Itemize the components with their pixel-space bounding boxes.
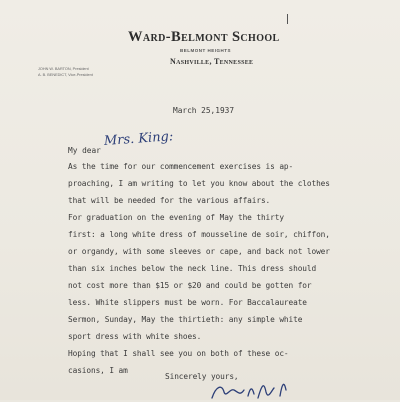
body-line: casions, I am (68, 366, 128, 375)
body-line: less. White slippers must be worn. For Baccalaureate (68, 298, 307, 307)
handwritten-addressee: Mrs. King: (103, 129, 174, 149)
body-line: or organdy, with some sleeves or cape, and back not lower (68, 247, 330, 256)
letterhead-city: Nashville, Tennessee (170, 57, 254, 66)
body-line: For graduation on the evening of May the thirty (68, 213, 284, 222)
body-line: sport dress with white shoes. (68, 332, 202, 341)
body-line: than six inches below the neck line. This dress should (68, 264, 317, 273)
body-line: not cost more than $15 or $20 and could be gotten for (68, 281, 312, 290)
body-line: that will be needed for the various affairs. (68, 196, 271, 205)
letterhead-school-name: Ward-Belmont School (128, 29, 280, 45)
officer-line: JOHN W. BARTON, President (38, 67, 89, 71)
officer-line: A. B. BENEDICT, Vice-President (38, 73, 93, 77)
handwritten-signature (208, 378, 318, 402)
letterhead-officers (38, 66, 93, 78)
closing: Sincerely yours, (165, 372, 239, 381)
letter-date: March 25,1937 (173, 106, 235, 115)
letterhead-subtitle: BELMONT HEIGHTS (180, 48, 231, 53)
body-line: proaching, I am writing to let you know about the clothes (68, 179, 330, 188)
body-line: Hoping that I shall see you on both of these oc- (68, 349, 289, 358)
body-line: As the time for our commencement exercises is ap- (68, 162, 294, 171)
paper-mark (286, 14, 289, 24)
salutation: My dear (68, 146, 101, 155)
body-line: first: a long white dress of mousseline de soir, chiffon, (68, 230, 330, 239)
body-line: Sermon, Sunday, May the thirtieth: any simple white (68, 315, 303, 324)
